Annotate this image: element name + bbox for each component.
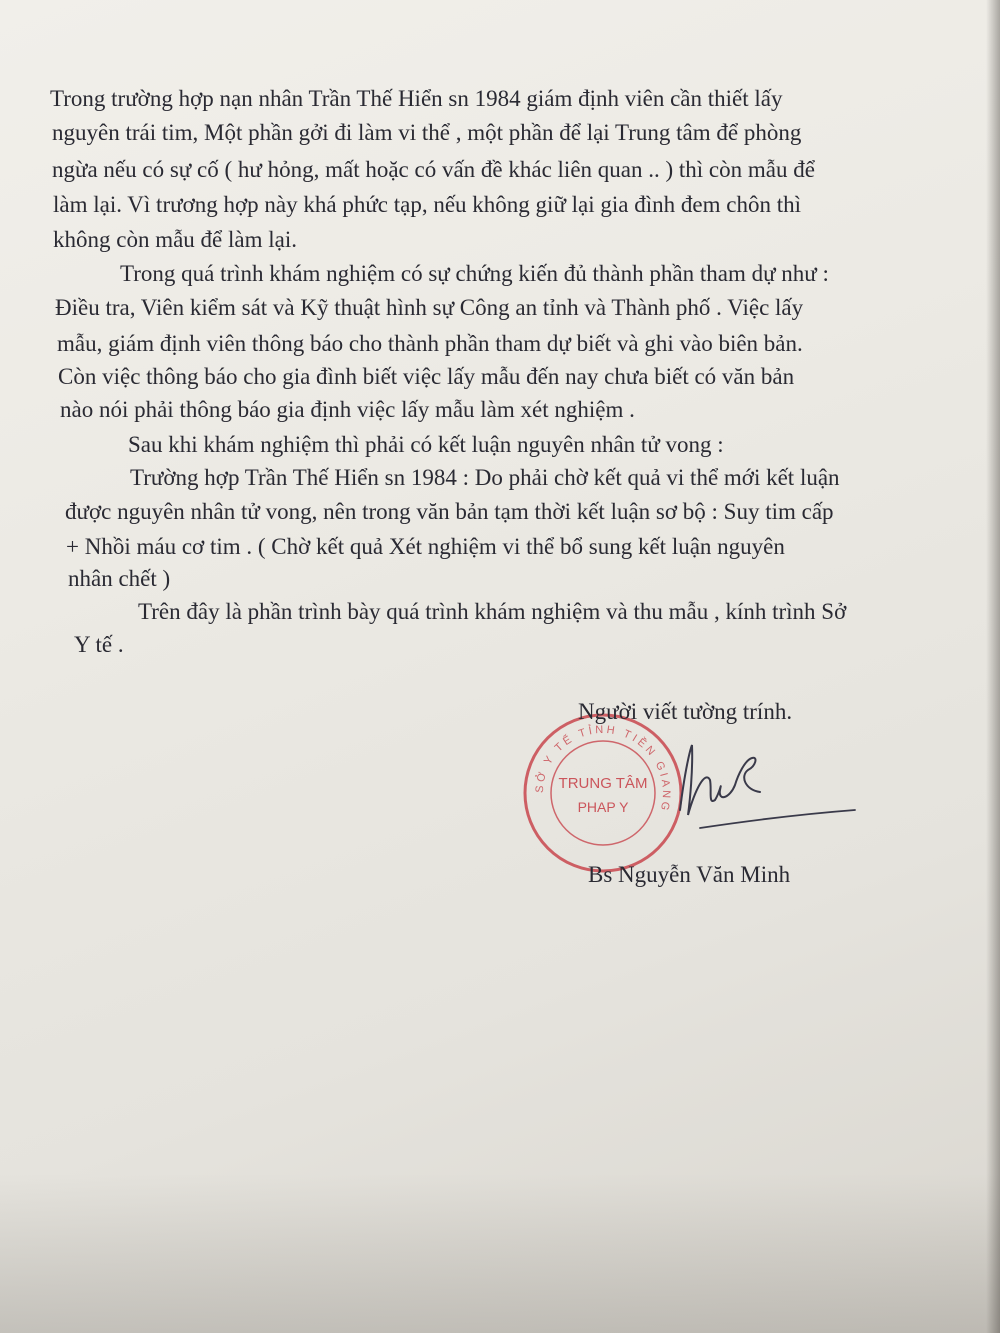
handwritten-signature <box>660 730 860 840</box>
body-line-11: Sau khi khám nghiệm thì phải có kết luận nguyên nhân tử vong : <box>128 432 724 457</box>
body-line-14: + Nhồi máu cơ tim . ( Chờ kết quả Xét nghiệm vi thể bổ sung kết luận nguyên <box>66 534 785 559</box>
body-line-9: Còn việc thông báo cho gia đình biết việc lấy mẫu đến nay chưa biết có văn bản <box>58 364 795 389</box>
stamp-ring-text: SỞ Y TẾ TỈNH TIỀN GIANG <box>533 723 673 815</box>
body-line-17: Y tế . <box>74 632 124 657</box>
body-line-3: ngừa nếu có sự cố ( hư hỏng, mất hoặc có vấn đề khác liên quan .. ) thì còn mẫu để <box>52 157 815 182</box>
stamp-center-line-2: PHAP Y <box>577 799 629 815</box>
body-line-4: làm lại. Vì trương hợp này khá phức tạp, nếu không giữ lại gia đình đem chôn thì <box>53 192 801 217</box>
body-line-8: mẫu, giám định viên thông báo cho thành phần tham dự biết và ghi vào biên bản. <box>57 331 803 356</box>
body-line-10: nào nói phải thông báo gia định việc lấy mẫu làm xét nghiệm . <box>60 397 635 422</box>
body-line-15: nhân chết ) <box>68 566 171 591</box>
body-line-7: Điều tra, Viên kiểm sát và Kỹ thuật hình sự Công an tỉnh và Thành phố . Việc lấy <box>55 295 804 320</box>
body-line-5: không còn mẫu để làm lại. <box>53 227 297 252</box>
signature-title: Người viết tường trính. <box>578 699 793 724</box>
body-line-1: Trong trường hợp nạn nhân Trần Thế Hiển sn 1984 giám định viên cần thiết lấy <box>50 86 783 111</box>
stamp-center-line-1: TRUNG TÂM <box>558 775 648 792</box>
body-line-16: Trên đây là phần trình bày quá trình khám nghiệm và thu mẫu , kính trình Sở <box>138 599 847 624</box>
body-line-2: nguyên trái tim, Một phần gởi đi làm vi thể , một phần để lại Trung tâm để phòng <box>52 120 802 145</box>
body-line-12: Trường hợp Trần Thế Hiển sn 1984 : Do phải chờ kết quả vi thể mới kết luận <box>130 465 840 490</box>
body-line-6: Trong quá trình khám nghiệm có sự chứng kiến đủ thành phần tham dự như : <box>120 261 829 286</box>
body-line-13: được nguyên nhân tử vong, nên trong văn bản tạm thời kết luận sơ bộ : Suy tim cấp <box>65 499 834 524</box>
signer-name: Bs Nguyễn Văn Minh <box>588 862 791 887</box>
